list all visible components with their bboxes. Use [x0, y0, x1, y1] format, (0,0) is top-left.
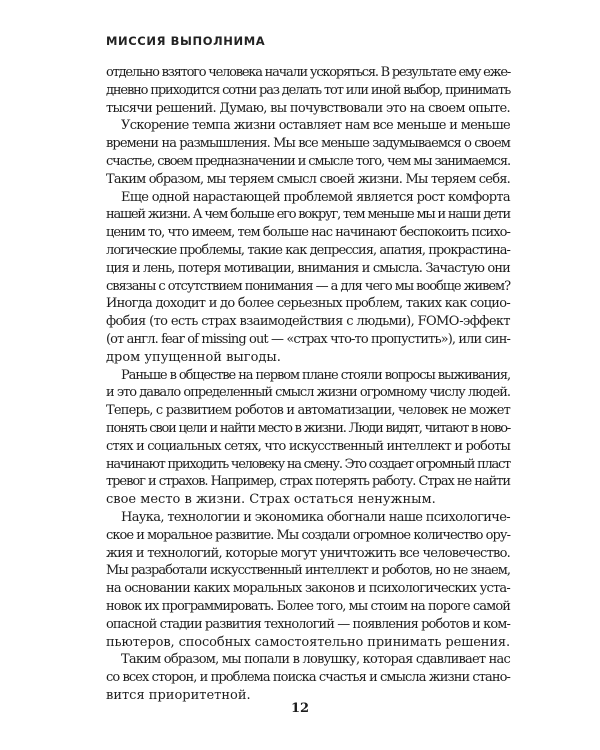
body-text [106, 64, 510, 705]
text-line: жия и технологий, которые могут уничтожить все человечество. [106, 545, 511, 561]
paragraph [106, 189, 510, 367]
text-line: новок их программировать. Более того, мы стоим на пороге самой [106, 598, 510, 614]
text-line: свое место в жизни. Страх остаться ненужным. [106, 492, 436, 508]
text-line: дром упущенной выгоды. [106, 349, 281, 365]
text-line: Ускорение темпа жизни оставляет нам все меньше и меньше [121, 118, 511, 134]
paragraph [106, 117, 510, 188]
text-line: Теперь, с развитием роботов и автоматизации, человек не может [106, 403, 510, 419]
text-line: вится приоритетной. [106, 687, 251, 703]
paragraph [106, 367, 510, 509]
text-line: Мы разработали искусственный интеллект и роботов, но не знаем, [106, 563, 511, 579]
paragraph [106, 509, 510, 651]
text-line: Таким образом, мы попали в ловушку, которая сдавливает нас [121, 652, 511, 668]
text-line: и это давало определенный смысл жизни огромному числу людей. [106, 385, 511, 401]
text-line: пьютеров, способных самостоятельно принимать решения. [106, 634, 510, 650]
text-line: связаны с отсутствием понимания — а для чего мы вообще живем? [106, 278, 511, 294]
text-line: счастье, своем предназначении и смысле того, чем мы занимаемся. [106, 153, 510, 169]
text-line: Иногда доходит и до более серьезных проблем, таких как социо- [106, 296, 510, 312]
text-line: начинают приходить человеку на смену. Это создает огромный пласт [106, 456, 510, 472]
text-line: опасной стадии развития технологий — появления роботов и ком- [106, 616, 510, 632]
text-line: нашей жизни. А чем больше его вокруг, тем меньше мы и наши дети [106, 207, 510, 223]
page-number: 12 [290, 701, 310, 716]
text-line: времени на размышления. Мы все меньше задумываемся о своем [106, 136, 510, 152]
text-line: отдельно взятого человека начали ускоряться. В результате ему еже- [106, 65, 510, 80]
text-line: Еще одной нарастающей проблемой является рост комфорта [121, 189, 510, 205]
text-line: Таким образом, мы теряем смысл своей жизни. Мы теряем себя. [106, 171, 511, 187]
text-line: на основании каких моральных законов и психологических уста- [106, 581, 510, 597]
text-line: стях и социальных сетях, что искусственный интеллект и роботы [106, 438, 511, 454]
text-line: Раньше в обществе на первом плане стояли вопросы выживания, [121, 367, 511, 383]
text-line: фобия (то есть страх взаимодействия с людьми), FOMO-эффект [106, 314, 510, 330]
text-line: (от англ. fear of missing out — «страх что-то пропустить»), или син- [106, 331, 510, 347]
text-line: понять свои цели и найти место в жизни. Люди видят, читают в ново- [106, 420, 511, 436]
text-line: Наука, технологии и экономика обогнали наше психологиче- [121, 509, 511, 525]
text-line: ское и моральное развитие. Мы создали огромное количество ору- [106, 527, 511, 543]
running-title: МИССИЯ ВЫПОЛНИМА [106, 34, 266, 48]
paragraph [106, 64, 510, 117]
text-line: со всех сторон, и проблема поиска счастья и смысла жизни стано- [106, 670, 510, 686]
text-line: тревог и страхов. Например, страх потерять работу. Страх не найти [106, 474, 510, 490]
text-line: логические проблемы, такие как депрессия, апатия, прокрастина- [106, 242, 510, 258]
text-line: ция и лень, потеря мотивации, внимания и смысла. Зачастую они [106, 260, 510, 276]
text-line: тысячи решений. Думаю, вы почувствовали это на своем опыте. [106, 100, 510, 116]
text-line: дневно приходится сотни раз делать тот или иной выбор, принимать [106, 82, 511, 98]
paragraph [106, 651, 510, 704]
text-line: ценим то, что имеем, тем больше нас начинают беспокоить психо- [106, 225, 510, 241]
